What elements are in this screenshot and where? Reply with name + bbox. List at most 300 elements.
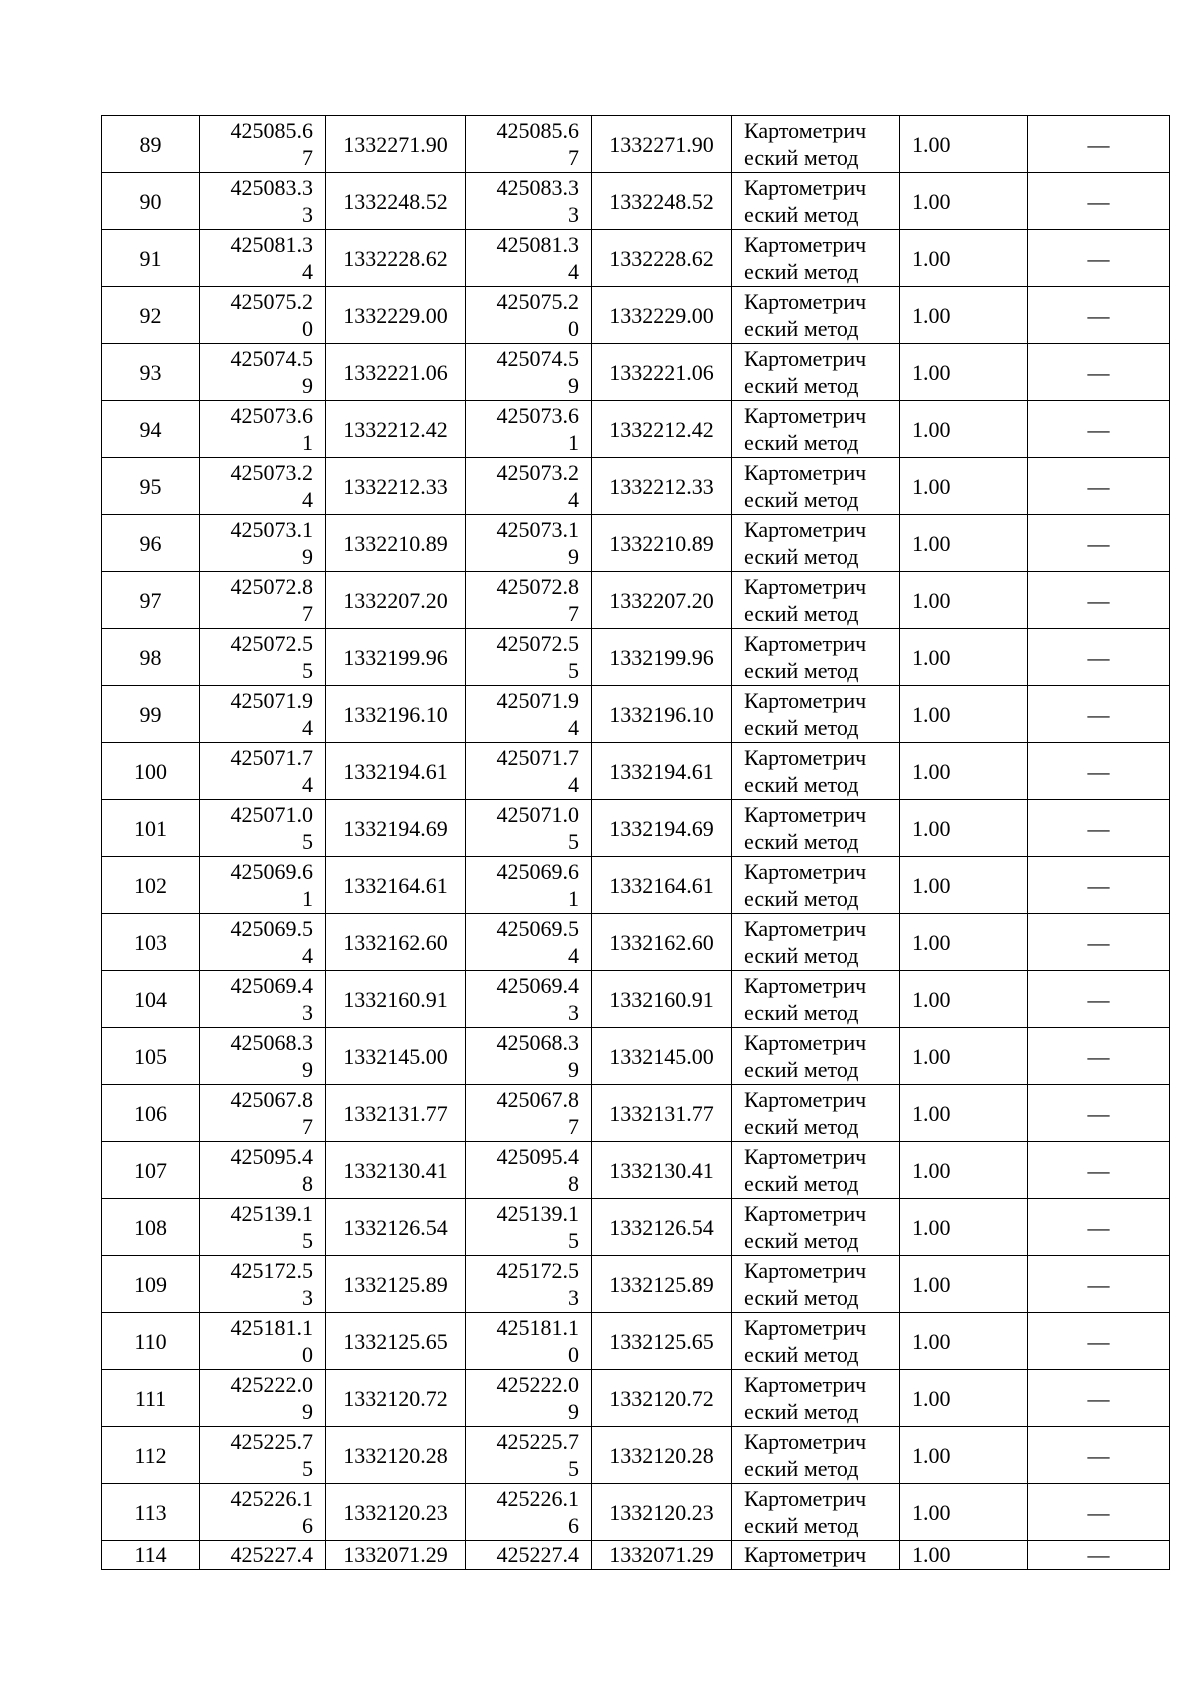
y-new-cell: 1332130.41 [592, 1142, 732, 1199]
y-existing-cell: 1332130.41 [326, 1142, 466, 1199]
y-new-cell: 1332271.90 [592, 116, 732, 173]
method-line1: Картометрич [744, 460, 867, 485]
point-number-cell: 108 [102, 1199, 200, 1256]
x-existing-line2: 0 [302, 316, 313, 341]
accuracy-cell: 1.00 [900, 1484, 1028, 1541]
x-existing-line2: 7 [302, 1114, 313, 1139]
x-existing-line1: 425069.5 [230, 916, 313, 941]
x-existing-cell [200, 458, 326, 515]
y-existing-cell: 1332131.77 [326, 1085, 466, 1142]
x-new-line2: 4 [568, 259, 579, 284]
x-existing-line2: 6 [302, 1513, 313, 1538]
x-existing-line2: 9 [302, 373, 313, 398]
y-new-cell: 1332071.29 [592, 1541, 732, 1570]
x-existing-line1: 425069.4 [230, 973, 313, 998]
method-cell [732, 1370, 900, 1427]
y-new-cell: 1332160.91 [592, 971, 732, 1028]
y-existing-cell: 1332164.61 [326, 857, 466, 914]
x-new-cell [466, 1085, 592, 1142]
description-cell: — [1028, 1028, 1170, 1085]
x-existing-line2: 9 [302, 544, 313, 569]
method-line1: Картометрич [744, 802, 867, 827]
method-cell [732, 914, 900, 971]
y-existing-cell: 1332162.60 [326, 914, 466, 971]
x-existing-cell [200, 572, 326, 629]
x-existing-cell [200, 287, 326, 344]
accuracy-cell: 1.00 [900, 1541, 1028, 1570]
x-existing-line2: 1 [302, 430, 313, 455]
x-new-cell [466, 1370, 592, 1427]
x-new-line2: 9 [568, 544, 579, 569]
y-new-cell: 1332125.65 [592, 1313, 732, 1370]
y-existing-cell: 1332271.90 [326, 116, 466, 173]
x-new-line2: 7 [568, 601, 579, 626]
method-line2: еский метод [744, 601, 859, 626]
x-existing-line1: 425069.6 [230, 859, 313, 884]
point-number-cell: 93 [102, 344, 200, 401]
table-row [102, 173, 1170, 230]
accuracy-cell: 1.00 [900, 116, 1028, 173]
point-number-cell: 109 [102, 1256, 200, 1313]
method-line2: еский метод [744, 544, 859, 569]
y-existing-cell: 1332120.28 [326, 1427, 466, 1484]
x-new-line2: 1 [568, 430, 579, 455]
x-new-cell [466, 344, 592, 401]
table-row [102, 1313, 1170, 1370]
x-existing-line1: 425071.0 [230, 802, 313, 827]
point-number-cell: 114 [102, 1541, 200, 1570]
x-new-line1: 425225.7 [496, 1429, 579, 1454]
accuracy-cell: 1.00 [900, 800, 1028, 857]
x-new-line1: 425072.8 [496, 574, 579, 599]
x-new-line1: 425139.1 [496, 1201, 579, 1226]
method-line2: еский метод [744, 259, 859, 284]
x-existing-cell [200, 629, 326, 686]
y-existing-cell: 1332120.72 [326, 1370, 466, 1427]
point-number-cell: 106 [102, 1085, 200, 1142]
x-new-line1: 425226.1 [496, 1486, 579, 1511]
method-cell [732, 287, 900, 344]
accuracy-cell: 1.00 [900, 1142, 1028, 1199]
x-existing-line2: 4 [302, 487, 313, 512]
description-cell: — [1028, 1085, 1170, 1142]
y-existing-cell: 1332229.00 [326, 287, 466, 344]
method-line1: Картометрич [744, 1486, 867, 1511]
y-new-cell: 1332221.06 [592, 344, 732, 401]
method-cell [732, 743, 900, 800]
x-existing-line2: 5 [302, 1228, 313, 1253]
x-new-cell [466, 800, 592, 857]
accuracy-cell: 1.00 [900, 401, 1028, 458]
x-existing-line1: 425172.5 [230, 1258, 313, 1283]
x-existing-line2: 4 [302, 715, 313, 740]
x-new-cell [466, 1199, 592, 1256]
x-new-cell [466, 401, 592, 458]
point-number-cell: 100 [102, 743, 200, 800]
method-line1: Картометрич [744, 916, 867, 941]
x-existing-line2: 4 [302, 772, 313, 797]
table-row [102, 914, 1170, 971]
description-cell: — [1028, 629, 1170, 686]
method-cell [732, 116, 900, 173]
x-new-cell [466, 1427, 592, 1484]
y-new-cell: 1332199.96 [592, 629, 732, 686]
x-new-line1: 425095.4 [496, 1144, 579, 1169]
x-existing-line1: 425222.0 [230, 1372, 313, 1397]
x-existing-line2: 3 [302, 202, 313, 227]
y-new-cell: 1332196.10 [592, 686, 732, 743]
description-cell: — [1028, 800, 1170, 857]
method-line1: Картометрич [744, 346, 867, 371]
x-existing-line1: 425071.7 [230, 745, 313, 770]
x-new-line2: 6 [568, 1513, 579, 1538]
description-cell: — [1028, 1142, 1170, 1199]
method-line2: еский метод [744, 1057, 859, 1082]
x-new-line1: 425081.3 [496, 232, 579, 257]
method-line1: Картометрич [744, 1258, 867, 1283]
y-existing-cell: 1332228.62 [326, 230, 466, 287]
method-cell [732, 686, 900, 743]
x-new-line2: 4 [568, 715, 579, 740]
x-existing-cell [200, 1199, 326, 1256]
x-new-cell [466, 572, 592, 629]
method-cell [732, 344, 900, 401]
point-number-cell: 103 [102, 914, 200, 971]
table-row [102, 1484, 1170, 1541]
x-existing-cell [200, 1370, 326, 1427]
x-new-line2: 3 [568, 1285, 579, 1310]
x-existing-cell [200, 800, 326, 857]
method-line1: Картометрич [744, 517, 867, 542]
method-line1: Картометрич [744, 973, 867, 998]
x-existing-cell [200, 1484, 326, 1541]
table-row [102, 1142, 1170, 1199]
description-cell: — [1028, 914, 1170, 971]
method-line2: еский метод [744, 1456, 859, 1481]
method-cell [732, 1142, 900, 1199]
accuracy-cell: 1.00 [900, 857, 1028, 914]
x-existing-cell [200, 515, 326, 572]
y-existing-cell: 1332248.52 [326, 173, 466, 230]
description-cell: — [1028, 743, 1170, 800]
point-number-cell: 112 [102, 1427, 200, 1484]
x-existing-cell [200, 173, 326, 230]
y-existing-cell: 1332212.42 [326, 401, 466, 458]
accuracy-cell: 1.00 [900, 287, 1028, 344]
x-existing-cell [200, 401, 326, 458]
x-existing-line1: 425225.7 [230, 1429, 313, 1454]
table-row [102, 230, 1170, 287]
x-new-line1: 425071.7 [496, 745, 579, 770]
x-existing-line1: 425073.1 [230, 517, 313, 542]
method-line1: Картометрич [744, 118, 867, 143]
x-new-line2: 5 [568, 1456, 579, 1481]
accuracy-cell: 1.00 [900, 743, 1028, 800]
point-number-cell: 95 [102, 458, 200, 515]
point-number-cell: 111 [102, 1370, 200, 1427]
table-row [102, 1256, 1170, 1313]
y-existing-cell: 1332126.54 [326, 1199, 466, 1256]
method-line2: еский метод [744, 1399, 859, 1424]
x-existing-cell [200, 1085, 326, 1142]
description-cell: — [1028, 1199, 1170, 1256]
y-existing-cell: 1332125.65 [326, 1313, 466, 1370]
x-new-cell [466, 230, 592, 287]
x-new-line1: 425069.6 [496, 859, 579, 884]
method-cell [732, 1028, 900, 1085]
x-new-line1: 425068.3 [496, 1030, 579, 1055]
table-row [102, 515, 1170, 572]
x-existing-cell [200, 1427, 326, 1484]
x-new-cell [466, 743, 592, 800]
y-existing-cell: 1332194.61 [326, 743, 466, 800]
x-new-line2: 4 [568, 772, 579, 797]
description-cell: — [1028, 1370, 1170, 1427]
x-new-cell [466, 971, 592, 1028]
x-new-line2: 5 [568, 829, 579, 854]
x-existing-line1: 425226.1 [230, 1486, 313, 1511]
x-existing-cell [200, 686, 326, 743]
x-existing-line2: 7 [302, 145, 313, 170]
x-new-line2: 9 [568, 1399, 579, 1424]
accuracy-cell: 1.00 [900, 1085, 1028, 1142]
description-cell: — [1028, 344, 1170, 401]
y-new-cell: 1332207.20 [592, 572, 732, 629]
x-existing-line1: 425181.1 [230, 1315, 313, 1340]
x-existing-line2: 5 [302, 829, 313, 854]
x-new-line2: 9 [568, 373, 579, 398]
y-new-cell: 1332229.00 [592, 287, 732, 344]
method-cell [732, 857, 900, 914]
y-existing-cell: 1332207.20 [326, 572, 466, 629]
y-new-cell: 1332126.54 [592, 1199, 732, 1256]
description-cell: — [1028, 857, 1170, 914]
x-existing-line1: 425083.3 [230, 175, 313, 200]
x-existing-line1: 425067.8 [230, 1087, 313, 1112]
table-row [102, 800, 1170, 857]
table-row [102, 1370, 1170, 1427]
method-cell [732, 515, 900, 572]
point-number-cell: 94 [102, 401, 200, 458]
table-row [102, 1085, 1170, 1142]
x-new-line2: 1 [568, 886, 579, 911]
y-existing-cell: 1332125.89 [326, 1256, 466, 1313]
x-new-cell [466, 686, 592, 743]
x-new-line1: 425227.4 [496, 1542, 579, 1567]
x-new-line2: 5 [568, 1228, 579, 1253]
x-new-line1: 425071.9 [496, 688, 579, 713]
y-new-cell: 1332145.00 [592, 1028, 732, 1085]
x-existing-line2: 9 [302, 1057, 313, 1082]
x-existing-line2: 4 [302, 943, 313, 968]
x-new-cell [466, 1028, 592, 1085]
x-new-line2: 8 [568, 1171, 579, 1196]
x-new-line1: 425181.1 [496, 1315, 579, 1340]
y-new-cell: 1332120.23 [592, 1484, 732, 1541]
method-line1: Картометрич [744, 745, 867, 770]
y-new-cell: 1332120.28 [592, 1427, 732, 1484]
coordinates-table [101, 115, 1170, 1570]
method-line1: Картометрич [744, 1201, 867, 1226]
method-line2: еский метод [744, 145, 859, 170]
method-line1: Картометрич [744, 1315, 867, 1340]
method-line1: Картометрич [744, 289, 867, 314]
y-new-cell: 1332164.61 [592, 857, 732, 914]
accuracy-cell: 1.00 [900, 458, 1028, 515]
x-existing-cell [200, 1541, 326, 1570]
x-new-line1: 425075.2 [496, 289, 579, 314]
x-existing-line1: 425095.4 [230, 1144, 313, 1169]
x-existing-line1: 425139.1 [230, 1201, 313, 1226]
method-line1: Картометрич [744, 574, 867, 599]
description-cell: — [1028, 1484, 1170, 1541]
y-existing-cell: 1332160.91 [326, 971, 466, 1028]
x-new-line1: 425083.3 [496, 175, 579, 200]
x-new-line2: 0 [568, 316, 579, 341]
x-existing-line1: 425073.6 [230, 403, 313, 428]
method-line1: Картометрич [744, 631, 867, 656]
method-line2: еский метод [744, 430, 859, 455]
x-existing-line2: 1 [302, 886, 313, 911]
x-existing-cell [200, 1313, 326, 1370]
y-new-cell: 1332212.33 [592, 458, 732, 515]
x-new-cell [466, 914, 592, 971]
point-number-cell: 101 [102, 800, 200, 857]
x-existing-line1: 425074.5 [230, 346, 313, 371]
x-existing-line1: 425072.8 [230, 574, 313, 599]
point-number-cell: 107 [102, 1142, 200, 1199]
method-cell [732, 1085, 900, 1142]
x-new-cell [466, 458, 592, 515]
method-cell [732, 230, 900, 287]
y-existing-cell: 1332194.69 [326, 800, 466, 857]
y-existing-cell: 1332199.96 [326, 629, 466, 686]
description-cell: — [1028, 572, 1170, 629]
method-cell [732, 1313, 900, 1370]
x-new-line1: 425222.0 [496, 1372, 579, 1397]
table-row [102, 458, 1170, 515]
x-new-cell [466, 515, 592, 572]
method-line2: еский метод [744, 1228, 859, 1253]
method-cell [732, 971, 900, 1028]
x-existing-line2: 7 [302, 601, 313, 626]
x-existing-line1: 425085.6 [230, 118, 313, 143]
x-existing-cell [200, 971, 326, 1028]
accuracy-cell: 1.00 [900, 914, 1028, 971]
x-new-line2: 4 [568, 943, 579, 968]
y-new-cell: 1332120.72 [592, 1370, 732, 1427]
table-row [102, 116, 1170, 173]
x-existing-cell [200, 743, 326, 800]
accuracy-cell: 1.00 [900, 1427, 1028, 1484]
x-new-cell [466, 857, 592, 914]
x-existing-line1: 425071.9 [230, 688, 313, 713]
table-row [102, 1199, 1170, 1256]
y-new-cell: 1332210.89 [592, 515, 732, 572]
method-line2: еский метод [744, 487, 859, 512]
method-line2: еский метод [744, 1000, 859, 1025]
x-new-line1: 425069.4 [496, 973, 579, 998]
table-row [102, 857, 1170, 914]
description-cell: — [1028, 1427, 1170, 1484]
method-cell [732, 629, 900, 686]
point-number-cell: 98 [102, 629, 200, 686]
x-new-line2: 3 [568, 202, 579, 227]
method-line2: еский метод [744, 658, 859, 683]
x-existing-line1: 425227.4 [230, 1542, 313, 1567]
description-cell: — [1028, 971, 1170, 1028]
x-existing-cell [200, 230, 326, 287]
table-row [102, 287, 1170, 344]
method-cell [732, 401, 900, 458]
accuracy-cell: 1.00 [900, 686, 1028, 743]
accuracy-cell: 1.00 [900, 515, 1028, 572]
table-row [102, 743, 1170, 800]
y-new-cell: 1332194.69 [592, 800, 732, 857]
table-row [102, 629, 1170, 686]
method-cell [732, 173, 900, 230]
x-new-cell [466, 287, 592, 344]
method-line1: Картометрич [744, 403, 867, 428]
x-new-line1: 425073.1 [496, 517, 579, 542]
y-new-cell: 1332228.62 [592, 230, 732, 287]
x-existing-cell [200, 1028, 326, 1085]
x-new-line1: 425073.2 [496, 460, 579, 485]
method-cell [732, 1427, 900, 1484]
accuracy-cell: 1.00 [900, 1028, 1028, 1085]
method-line1: Картометрич [744, 688, 867, 713]
table-row [102, 971, 1170, 1028]
table-row [102, 1427, 1170, 1484]
x-new-cell [466, 1142, 592, 1199]
x-new-line2: 7 [568, 1114, 579, 1139]
accuracy-cell: 1.00 [900, 629, 1028, 686]
method-line1: Картометрич [744, 1429, 867, 1454]
method-cell [732, 1541, 900, 1570]
table-row [102, 1028, 1170, 1085]
x-existing-line2: 3 [302, 1000, 313, 1025]
method-cell [732, 1256, 900, 1313]
description-cell: — [1028, 230, 1170, 287]
table-body [102, 116, 1170, 1570]
x-new-cell [466, 1541, 592, 1570]
point-number-cell: 99 [102, 686, 200, 743]
y-new-cell: 1332125.89 [592, 1256, 732, 1313]
x-existing-line2: 9 [302, 1399, 313, 1424]
method-line2: еский метод [744, 202, 859, 227]
description-cell: — [1028, 287, 1170, 344]
method-line2: еский метод [744, 715, 859, 740]
x-existing-cell [200, 1256, 326, 1313]
point-number-cell: 97 [102, 572, 200, 629]
y-existing-cell: 1332196.10 [326, 686, 466, 743]
accuracy-cell: 1.00 [900, 572, 1028, 629]
description-cell: — [1028, 1541, 1170, 1570]
method-line2: еский метод [744, 943, 859, 968]
method-line2: еский метод [744, 1171, 859, 1196]
x-new-line2: 7 [568, 145, 579, 170]
method-cell [732, 458, 900, 515]
x-new-line1: 425069.5 [496, 916, 579, 941]
x-existing-line2: 8 [302, 1171, 313, 1196]
accuracy-cell: 1.00 [900, 1313, 1028, 1370]
method-line1: Картометрич [744, 232, 867, 257]
method-line1: Картометрич [744, 859, 867, 884]
method-line1: Картометрич [744, 1542, 867, 1567]
y-existing-cell: 1332212.33 [326, 458, 466, 515]
point-number-cell: 102 [102, 857, 200, 914]
y-new-cell: 1332248.52 [592, 173, 732, 230]
